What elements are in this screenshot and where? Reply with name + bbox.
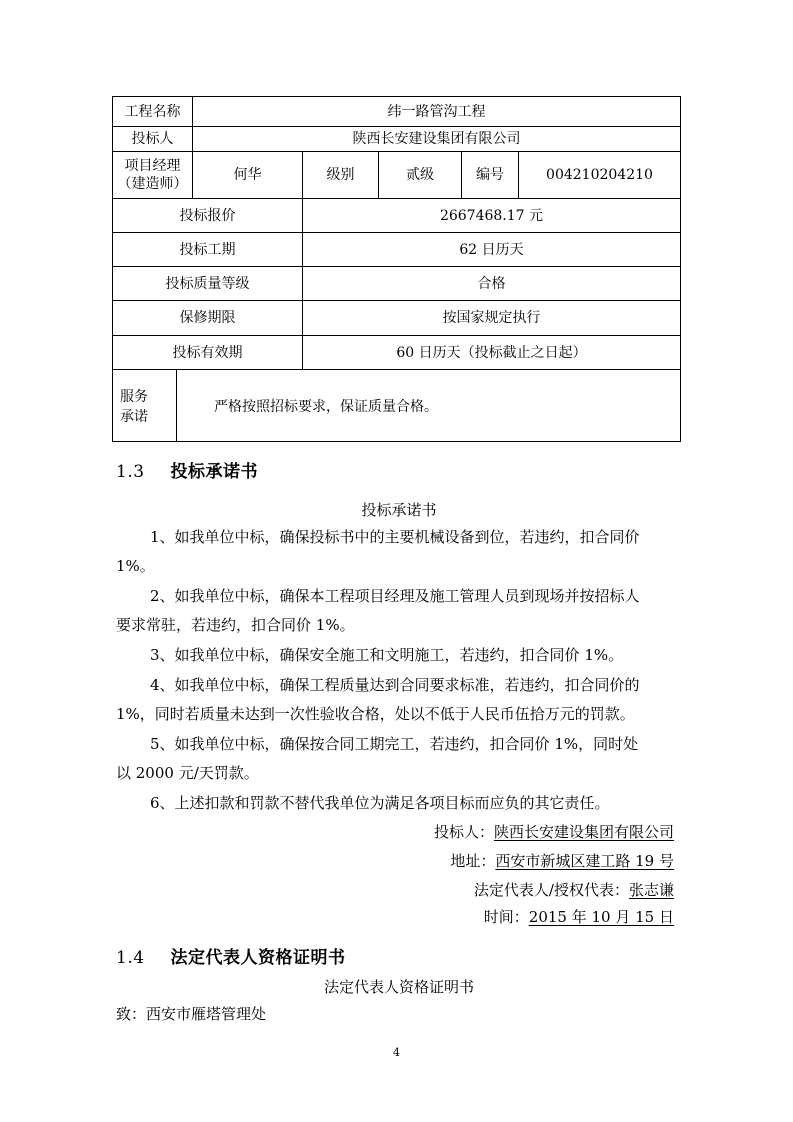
bid-duration-label: 投标工期 (179, 241, 236, 258)
table-line (112, 441, 681, 442)
item-2-line2: 要求常驻，若违约，扣合同价 1%。 (116, 616, 355, 634)
grade-label: 级别 (326, 167, 355, 183)
item-5-line2: 以 2000 元/天罚款。 (116, 764, 259, 782)
pm-label-line1: 项目经理 (124, 158, 181, 174)
bid-price-value: 2667468.17 元 (439, 207, 544, 224)
bidder-value: 陕西长安建设集团有限公司 (352, 131, 521, 147)
table-line (176, 369, 177, 442)
signature-representative (474, 880, 674, 900)
addressee: 致：西安市雁塔管理处 (116, 1005, 267, 1023)
item-4-line2: 1%，同时若质量未达到一次性验收合格，处以不低于人民币伍拾万元的罚款。 (116, 705, 635, 723)
item-5-line1: 5、如我单位中标，确保按合同工期完工，若违约，扣合同价 1%，同时处 (150, 735, 639, 753)
project-manager-name: 何华 (233, 167, 262, 183)
address-label: 地址： (450, 852, 496, 870)
warranty-label: 保修期限 (179, 310, 236, 326)
commitment-item-3 (116, 641, 682, 670)
table-line (680, 96, 681, 442)
commitment-item-6 (116, 789, 682, 818)
bid-price-label: 投标报价 (179, 207, 236, 224)
number-label: 编号 (476, 167, 504, 183)
project-manager-label (113, 152, 192, 198)
commitment-item-5 (116, 730, 682, 788)
quality-grade-label: 投标质量等级 (165, 275, 250, 292)
service-commitment-value: 严格按照招标要求，保证质量合格。 (214, 399, 438, 415)
section-number: 1.4 (116, 948, 145, 968)
section-number: 1.3 (116, 462, 145, 482)
section-title: 投标承诺书 (170, 462, 259, 482)
project-name-value: 纬一路管沟工程 (387, 103, 486, 120)
item-2-line1: 2、如我单位中标，确保本工程项目经理及施工管理人员到现场并按招标人 (150, 587, 640, 605)
item-3-line1: 3、如我单位中标，确保安全施工和文明施工，若违约，扣合同价 1%。 (150, 646, 624, 664)
section-heading-1-3 (116, 457, 258, 482)
date-value: 2015 年 10 月 15 日 (528, 908, 674, 926)
bidder-value: 陕西长安建设集团有限公司 (493, 823, 674, 841)
date-label: 时间： (483, 908, 529, 926)
grade-value: 贰级 (406, 167, 434, 183)
bidder-label: 投标人 (131, 131, 174, 147)
item-1-line2: 1%。 (116, 557, 155, 575)
item-1-line1: 1、如我单位中标，确保投标书中的主要机械设备到位，若违约，扣合同价 (150, 528, 640, 546)
validity-value: 60 日历天（投标截止之日起） (396, 344, 587, 361)
commitment-item-4 (116, 671, 682, 729)
section-heading-1-4 (116, 943, 346, 968)
item-4-line1: 4、如我单位中标，确保工程质量达到合同要求标准，若违约，扣合同价的 (150, 676, 640, 694)
representative-value: 张志谦 (628, 881, 674, 899)
representative-label: 法定代表人/授权代表： (473, 881, 629, 899)
bidder-label: 投标人： (433, 823, 494, 841)
legal-rep-doc-title: 法定代表人资格证明书 (323, 978, 474, 996)
quality-grade-value: 合格 (477, 275, 506, 292)
address-value: 西安市新城区建工路 19 号 (495, 852, 674, 870)
signature-address (450, 851, 674, 871)
section-title: 法定代表人资格证明书 (170, 948, 346, 968)
bid-duration-value: 62 日历天 (459, 241, 524, 258)
project-name-label: 工程名称 (124, 103, 181, 120)
item-6-line1: 6、上述扣款和罚款不替代我单位为满足各项目标而应负的其它责任。 (150, 794, 610, 812)
page-number: 4 (393, 1046, 400, 1059)
service-label (120, 387, 148, 427)
table-line (112, 369, 681, 370)
warranty-value: 按国家规定执行 (442, 310, 541, 326)
number-value: 004210204210 (546, 167, 653, 183)
service-label-line1: 服务 (120, 389, 148, 405)
signature-bidder (434, 822, 674, 842)
signature-date (484, 907, 674, 927)
pm-label-line2: （建造师） (117, 176, 188, 192)
commitment-item-2 (116, 582, 682, 640)
validity-label: 投标有效期 (172, 344, 243, 361)
service-label-line2: 承诺 (120, 409, 148, 425)
commitment-item-1 (116, 523, 682, 581)
commitment-doc-title: 投标承诺书 (361, 501, 437, 519)
